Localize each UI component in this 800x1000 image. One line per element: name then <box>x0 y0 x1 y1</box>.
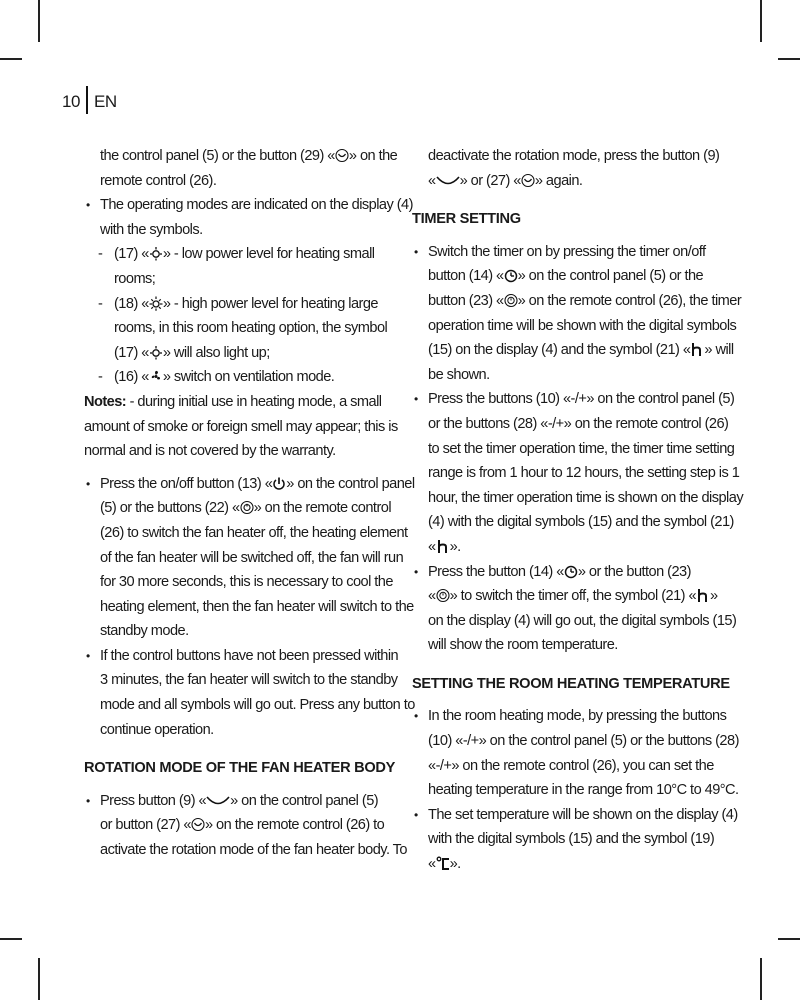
crop-mark <box>760 0 762 42</box>
text-line <box>84 193 413 218</box>
notes-text: amount of smoke or foreign smell may appear; this is <box>84 418 398 435</box>
line-text: » on the remote control (26) to <box>204 817 385 834</box>
text-line <box>84 242 390 267</box>
fan-icon <box>149 369 163 384</box>
text-line <box>412 169 718 194</box>
line-text: » on the <box>348 148 398 164</box>
line-text: button (14) « <box>428 268 504 285</box>
line-text: » or (27) « <box>459 172 521 189</box>
text-line <box>84 218 390 243</box>
line-text: Press the on/off button (13) « <box>100 475 273 492</box>
crop-mark <box>778 58 800 60</box>
text-line <box>412 437 735 462</box>
line-text: operation time will be shown with the digital symbols <box>428 317 737 334</box>
text-line <box>84 693 415 718</box>
line-text: heating temperature in the range from 10°C to 49°C. <box>428 782 739 799</box>
text-line <box>84 644 399 669</box>
section-heading-timer: TIMER SETTING <box>412 211 521 228</box>
text-line <box>412 535 718 560</box>
text-line <box>412 240 718 265</box>
line-text: » to switch the timer off, the symbol (21) « <box>449 588 697 605</box>
line-text: with the digital symbols (15) and the symbol (19) <box>428 831 715 848</box>
language-code: EN <box>94 92 117 111</box>
line-text: In the room heating mode, by pressing the buttons <box>428 708 727 725</box>
text-line <box>84 789 390 814</box>
line-text: (5) or the buttons (22) « <box>100 500 240 517</box>
line-text: range is from 1 hour to 12 hours, the setting step is 1 <box>428 465 740 482</box>
hour-symbol-icon <box>696 588 710 603</box>
crop-mark <box>760 958 762 1000</box>
text-line <box>412 461 740 486</box>
text-line <box>84 619 390 644</box>
hour-symbol-icon <box>690 342 704 357</box>
sun-small-icon <box>149 345 163 360</box>
text-line <box>84 472 415 497</box>
operation-list <box>84 472 415 743</box>
line-text: « <box>428 856 436 873</box>
timer-remote-icon <box>436 588 450 603</box>
temperature-list <box>412 704 739 876</box>
line-text: The operating modes are indicated on the display (4) <box>100 197 413 214</box>
text-line <box>84 341 390 366</box>
line-text: ». <box>449 538 461 555</box>
notes-label: Notes: <box>84 393 127 410</box>
text-line <box>412 486 744 511</box>
left-column <box>84 144 415 863</box>
line-text: standby mode. <box>100 623 189 640</box>
text-line <box>412 289 742 314</box>
text-line <box>412 584 718 609</box>
line-text: rooms; <box>114 270 156 287</box>
line-text: (26) to switch the fan heater off, the heating element <box>100 524 408 541</box>
text-line <box>412 778 739 803</box>
line-text: » on the remote control <box>253 500 392 517</box>
text-line <box>84 365 390 390</box>
text-line <box>84 718 390 743</box>
line-text: hour, the timer operation time is shown on the display <box>428 489 744 506</box>
line-text: The set temperature will be shown on the display (4) <box>428 806 738 823</box>
text-line <box>84 546 404 571</box>
swing-icon <box>436 173 460 188</box>
crop-mark <box>0 58 22 60</box>
text-line <box>84 267 390 292</box>
text-line <box>84 316 390 341</box>
page-number: 10 <box>62 92 80 111</box>
line-text: heating element, then the fan heater will switch to the <box>100 598 414 615</box>
line-text: Press button (9) « <box>100 792 207 809</box>
line-text: (18) « <box>114 295 149 312</box>
line-text: be shown. <box>428 366 490 383</box>
line-text: (16) « <box>114 369 149 386</box>
sun-small-icon <box>149 246 163 261</box>
text-line <box>412 729 739 754</box>
text-line <box>412 314 737 339</box>
timer-icon <box>564 564 578 579</box>
celsius-icon <box>436 856 450 871</box>
text-line <box>84 292 390 317</box>
line-text: Press the buttons (10) «-/+» on the control panel (5) <box>428 391 735 408</box>
swing-remote-icon <box>521 173 535 188</box>
text-line <box>412 633 718 658</box>
line-text: « <box>428 172 436 189</box>
line-text: rooms, in this room heating option, the symbol <box>114 320 388 337</box>
line-text: If the control buttons have not been pressed within <box>100 647 399 664</box>
rotation-continuation <box>412 144 718 193</box>
line-text: «-/+» on the remote control (26), you can set the <box>428 757 714 774</box>
text-line <box>412 144 718 169</box>
line-text: ». <box>449 856 461 873</box>
line-text: for 30 more seconds, this is necessary to cool the <box>100 574 393 591</box>
line-text: » switch on ventilation mode. <box>162 369 335 386</box>
swing-icon <box>206 793 230 808</box>
line-text: » on the control panel (5) <box>230 792 379 809</box>
line-text: or button (27) « <box>100 817 191 834</box>
line-text: (10) «-/+» on the control panel (5) or the buttons (28) <box>428 733 739 750</box>
line-text: « <box>428 538 436 555</box>
notes-paragraph <box>84 390 398 464</box>
swing-remote-icon <box>191 817 205 832</box>
line-text: deactivate the rotation mode, press the button (9) <box>428 148 720 164</box>
line-text: (15) on the display (4) and the symbol (21) « <box>428 342 691 359</box>
line-text: » on the remote control (26), the timer <box>517 292 742 309</box>
line-text: » <box>710 588 718 605</box>
line-text: » will also light up; <box>162 344 270 361</box>
text-line <box>412 560 718 585</box>
crop-mark <box>0 938 22 940</box>
power-icon <box>272 476 286 491</box>
text-line <box>84 496 390 521</box>
line-text: » on the control panel (5) or the <box>517 268 704 285</box>
notes-text: normal and is not covered by the warranty. <box>84 443 336 460</box>
text-line <box>412 754 718 779</box>
timer-list <box>412 240 744 658</box>
line-text: activate the rotation mode of the fan heater body. To <box>100 842 407 859</box>
timer-icon <box>504 268 518 283</box>
text-line <box>84 668 398 693</box>
line-text: » - high power level for heating large <box>162 295 379 312</box>
text-line <box>412 510 734 535</box>
line-text: on the display (4) will go out, the digital symbols (15) <box>428 612 737 629</box>
rotation-list <box>84 789 407 863</box>
line-text: 3 minutes, the fan heater will switch to the standby <box>100 672 398 689</box>
line-text: continue operation. <box>100 721 214 738</box>
line-text: mode and all symbols will go out. Press any button to <box>100 697 415 714</box>
crop-mark <box>38 958 40 1000</box>
text-line <box>412 803 738 828</box>
line-text: Switch the timer on by pressing the timer on/off <box>428 243 706 260</box>
crop-mark <box>778 938 800 940</box>
line-text: « <box>428 588 436 605</box>
line-text: to set the timer operation time, the timer time setting <box>428 440 735 457</box>
left-intro <box>84 144 413 390</box>
text-line <box>412 852 718 877</box>
line-text: » on the control panel <box>286 475 415 492</box>
text-line <box>84 521 408 546</box>
text-line <box>412 363 718 388</box>
text-line <box>412 412 729 437</box>
text-line <box>412 264 718 289</box>
line-text: (17) « <box>114 344 149 361</box>
text-line <box>412 609 737 634</box>
crop-mark <box>38 0 40 42</box>
line-text: (17) « <box>114 246 149 263</box>
text-line <box>412 827 718 852</box>
power-remote-icon <box>240 500 254 515</box>
line-text: button (23) « <box>428 292 504 309</box>
line-text: Press the button (14) « <box>428 563 564 580</box>
sun-large-icon <box>149 296 163 311</box>
text-line <box>84 595 414 620</box>
text-line <box>412 338 734 363</box>
text-line <box>412 704 727 729</box>
text-line <box>84 144 398 169</box>
section-heading-rotation: ROTATION MODE OF THE FAN HEATER BODY <box>84 760 396 777</box>
text-line <box>84 169 390 194</box>
line-text: with the symbols. <box>100 221 203 238</box>
line-text: of the fan heater will be switched off, the fan will run <box>100 549 404 566</box>
line-text: remote control (26). <box>100 172 217 189</box>
line-text: will show the room temperature. <box>428 637 618 654</box>
line-text: (4) with the digital symbols (15) and the symbol (21) <box>428 514 734 531</box>
right-column <box>412 144 744 877</box>
text-line <box>84 838 407 863</box>
text-line <box>84 570 393 595</box>
section-heading-temperature: SETTING THE ROOM HEATING TEMPERATURE <box>412 675 730 692</box>
header-divider <box>86 86 88 114</box>
swing-remote-icon <box>335 148 349 163</box>
line-text: or the buttons (28) «-/+» on the remote control (26) <box>428 415 729 432</box>
line-text: the control panel (5) or the button (29) « <box>100 148 335 164</box>
hour-symbol-icon <box>436 539 450 554</box>
text-line <box>84 813 390 838</box>
line-text: » will <box>704 342 734 359</box>
timer-remote-icon <box>504 293 518 308</box>
notes-text: - during initial use in heating mode, a small <box>126 393 382 410</box>
line-text: » again. <box>534 172 583 189</box>
text-line <box>412 387 735 412</box>
line-text: » or the button (23) <box>577 563 691 580</box>
line-text: » - low power level for heating small <box>162 246 375 263</box>
